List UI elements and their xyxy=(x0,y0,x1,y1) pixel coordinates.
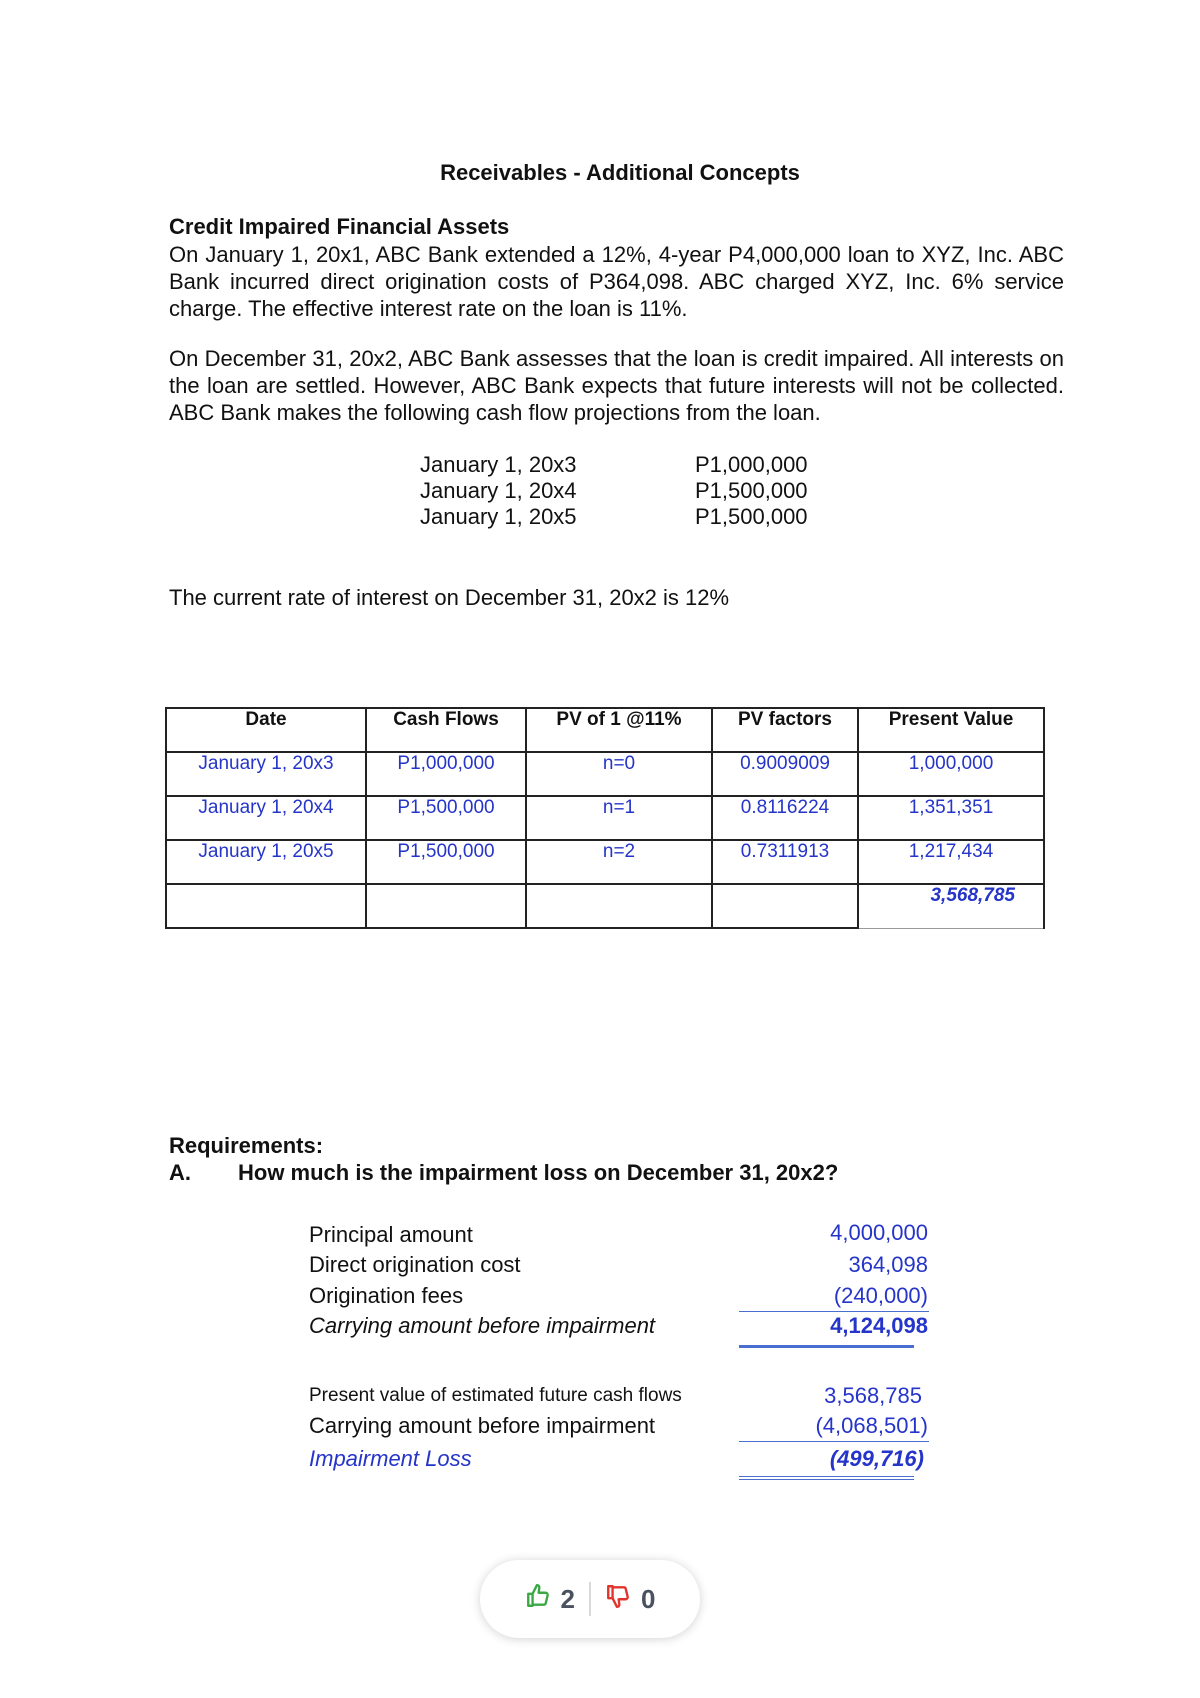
downvote-count: 0 xyxy=(641,1583,656,1614)
header-pv-of-1: PV of 1 @11% xyxy=(526,708,712,752)
impairment-loss-label: Impairment Loss xyxy=(309,1446,472,1471)
table-row xyxy=(166,752,1044,796)
cell-pv-factor: 0.7311913 xyxy=(712,840,858,884)
cell-date: January 1, 20x5 xyxy=(166,840,366,884)
table-row xyxy=(166,840,1044,884)
requirement-letter: A. xyxy=(169,1160,191,1185)
direct-cost-label: Direct origination cost xyxy=(309,1252,521,1277)
cell-date: January 1, 20x4 xyxy=(166,796,366,840)
subtotal-rule xyxy=(739,1441,929,1442)
current-rate-text: The current rate of interest on December 31, 20x2 is 12% xyxy=(169,585,730,610)
thumbs-up-icon xyxy=(525,1583,551,1616)
header-pv-factors: PV factors xyxy=(712,708,858,752)
requirements-heading: Requirements: xyxy=(169,1133,324,1158)
cell-cash-flow: P1,000,000 xyxy=(366,752,526,796)
header-present-value: Present Value xyxy=(858,708,1044,752)
vote-divider xyxy=(589,1582,591,1616)
thumbs-down-icon xyxy=(605,1583,631,1616)
table-row xyxy=(166,796,1044,840)
pv-future-cash-flows-value: 3,568,785 xyxy=(824,1383,922,1408)
cell-date: January 1, 20x3 xyxy=(166,752,366,796)
cell-present-value: 1,000,000 xyxy=(858,752,1044,796)
cash-flow-amount: P1,500,000 xyxy=(695,478,808,503)
double-rule-top xyxy=(739,1476,914,1477)
impairment-loss-value: (499,716) xyxy=(829,1446,924,1471)
section-heading: Credit Impaired Financial Assets xyxy=(169,214,510,239)
cash-flow-amount: P1,500,000 xyxy=(695,504,808,529)
requirement-question: How much is the impairment loss on December 31, 20x2? xyxy=(238,1160,839,1185)
carrying-amount-value: 4,124,098 xyxy=(830,1313,928,1338)
carrying-amount-2-label: Carrying amount before impairment xyxy=(309,1413,656,1438)
fees-label: Origination fees xyxy=(309,1283,464,1308)
document-title: Receivables - Additional Concepts xyxy=(440,160,800,185)
fees-value: (240,000) xyxy=(833,1283,928,1308)
cell-present-value: 1,217,434 xyxy=(858,840,1044,884)
principal-label: Principal amount xyxy=(309,1222,473,1247)
cell-cash-flow: P1,500,000 xyxy=(366,796,526,840)
cell-period: n=2 xyxy=(526,840,712,884)
carrying-amount-label: Carrying amount before impairment xyxy=(309,1313,656,1338)
cell-cash-flow: P1,500,000 xyxy=(366,840,526,884)
cell-period: n=1 xyxy=(526,796,712,840)
empty-cell xyxy=(712,884,858,928)
downvote-button[interactable] xyxy=(605,1583,655,1616)
vote-widget xyxy=(480,1560,700,1638)
empty-cell xyxy=(166,884,366,928)
present-value-table xyxy=(165,707,1045,929)
cell-pv-factor: 0.8116224 xyxy=(712,796,858,840)
total-rule xyxy=(739,1345,914,1348)
carrying-amount-2-value: (4,068,501) xyxy=(815,1413,928,1438)
cash-flow-date: January 1, 20x3 xyxy=(420,452,577,477)
subtotal-rule xyxy=(739,1311,929,1312)
header-date: Date xyxy=(166,708,366,752)
double-rule-bottom xyxy=(739,1479,914,1480)
direct-cost-value: 364,098 xyxy=(848,1252,928,1277)
principal-value: 4,000,000 xyxy=(830,1220,928,1245)
table-header-row xyxy=(166,708,1044,752)
empty-cell xyxy=(526,884,712,928)
cell-pv-factor: 0.9009009 xyxy=(712,752,858,796)
pv-future-cash-flows-label: Present value of estimated future cash flows xyxy=(309,1385,682,1406)
upvote-button[interactable] xyxy=(525,1583,575,1616)
empty-cell xyxy=(366,884,526,928)
cash-flow-date: January 1, 20x4 xyxy=(420,478,577,503)
cash-flow-amount: P1,000,000 xyxy=(695,452,808,477)
paragraph-impairment: On December 31, 20x2, ABC Bank assesses that the loan is credit impaired. All interests on the loan are settled. However, ABC Bank expects that future interests will not be collected. ABC Bank makes the following cash flow projections from the loan. xyxy=(169,346,1064,425)
cash-flow-date: January 1, 20x5 xyxy=(420,504,577,529)
header-cash-flows: Cash Flows xyxy=(366,708,526,752)
cell-present-value: 1,351,351 xyxy=(858,796,1044,840)
table-total-row xyxy=(166,884,1044,928)
present-value-total: 3,568,785 xyxy=(858,884,1044,928)
cell-period: n=0 xyxy=(526,752,712,796)
upvote-count: 2 xyxy=(560,1583,575,1614)
paragraph-loan-terms: On January 1, 20x1, ABC Bank extended a 12%, 4-year P4,000,000 loan to XYZ, Inc. ABC Bank incurred direct origination costs of P364,098. ABC charged XYZ, Inc. 6% service charge. The effective interest rate on the loan is 11%. xyxy=(169,242,1064,321)
